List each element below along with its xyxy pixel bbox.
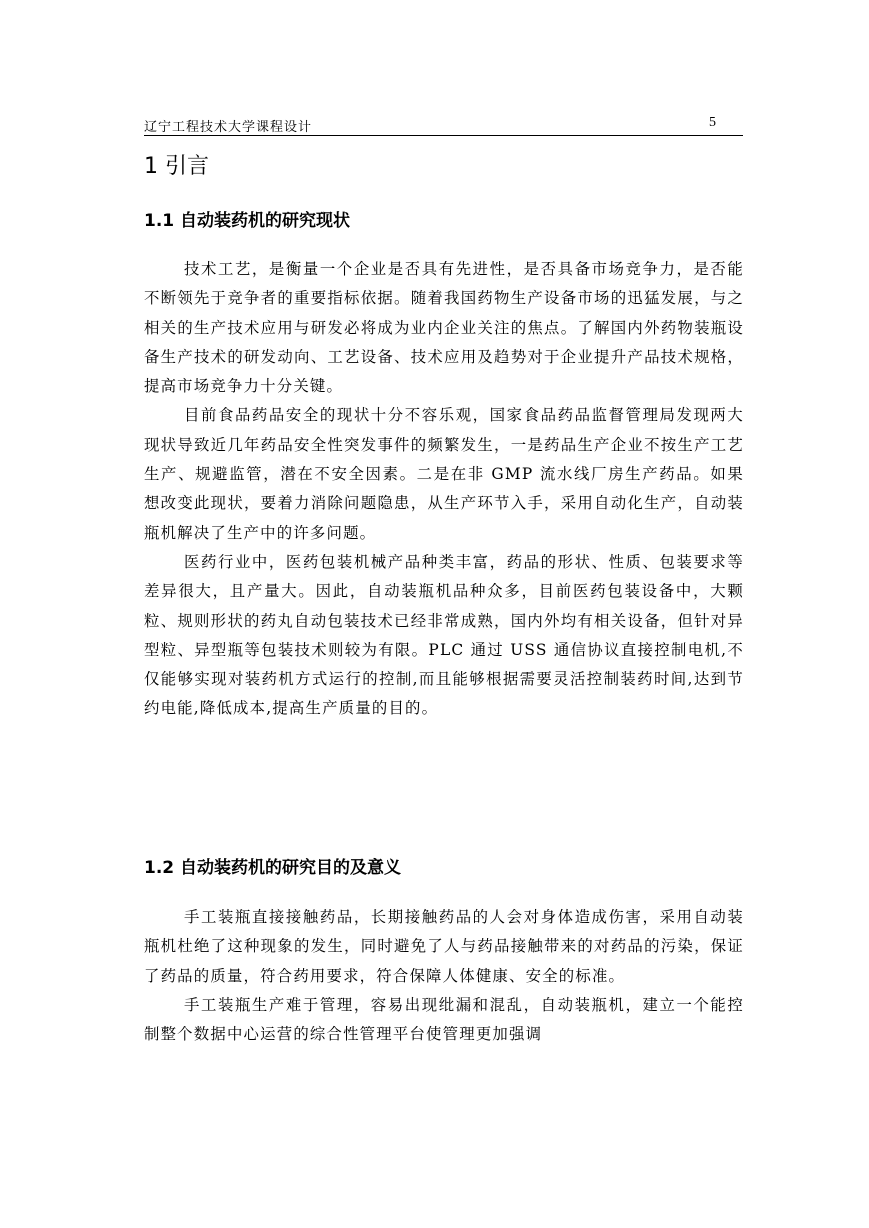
section-1-1-title: 1.1 自动装药机的研究现状	[144, 211, 351, 231]
paragraph: 目前食品药品安全的现状十分不容乐观，国家食品药品监督管理局发现两大现状导致近几年药品安全性突发事件的频繁发生，一是药品生产企业不按生产工艺生产、规避监管，潜在不安全因素。二是在非 GMP 流水线厂房生产药品。如果想改变此现状，要着力消除问题隐患，从生产环节入手，采用自动化生产，自动装瓶机解决了生产中的许多问题。	[144, 406, 745, 542]
section-1-1-body	[144, 255, 744, 724]
chapter-title: 1 引言	[144, 154, 209, 179]
running-header	[144, 113, 743, 136]
section-1-2-body	[144, 903, 744, 1049]
paragraph: 手工装瓶生产难于管理，容易出现纰漏和混乱，自动装瓶机，建立一个能控制整个数据中心运营的综合性管理平台使管理更加强调	[144, 995, 744, 1044]
paragraph: 医药行业中，医药包装机械产品种类丰富，药品的形状、性质、包装要求等差异很大，且产量大。因此，自动装瓶机品种众多，目前医药包装设备中，大颗粒、规则形状的药丸自动包装技术已经非常成熟，国内外均有相关设备，但针对异型粒、异型瓶等包装技术则较为有限。PLC 通过 USS 通信协议直接控制电机,不仅能够实现对装药机方式运行的控制,而且能够根据需要灵活控制装药时间,达到节约电能,降低成本,提高生产质量的目的。	[144, 552, 744, 718]
page-number: 5	[709, 115, 717, 130]
paragraph: 手工装瓶直接接触药品，长期接触药品的人会对身体造成伤害，采用自动装瓶机杜绝了这种现象的发生，同时避免了人与药品接触带来的对药品的污染，保证了药品的质量，符合药用要求，符合保障人体健康、安全的标准。	[144, 908, 744, 985]
header-university-title: 辽宁工程技术大学课程设计	[144, 120, 313, 135]
section-1-2-title: 1.2 自动装药机的研究目的及意义	[144, 858, 402, 878]
paragraph: 技术工艺，是衡量一个企业是否具有先进性，是否具备市场竞争力，是否能不断领先于竞争者的重要指标依据。随着我国药物生产设备市场的迅猛发展，与之相关的生产技术应用与研发必将成为业内企业关注的焦点。了解国内外药物装瓶设备生产技术的研发动向、工艺设备、技术应用及趋势对于企业提升产品技术规格，提高市场竞争力十分关键。	[144, 260, 744, 396]
